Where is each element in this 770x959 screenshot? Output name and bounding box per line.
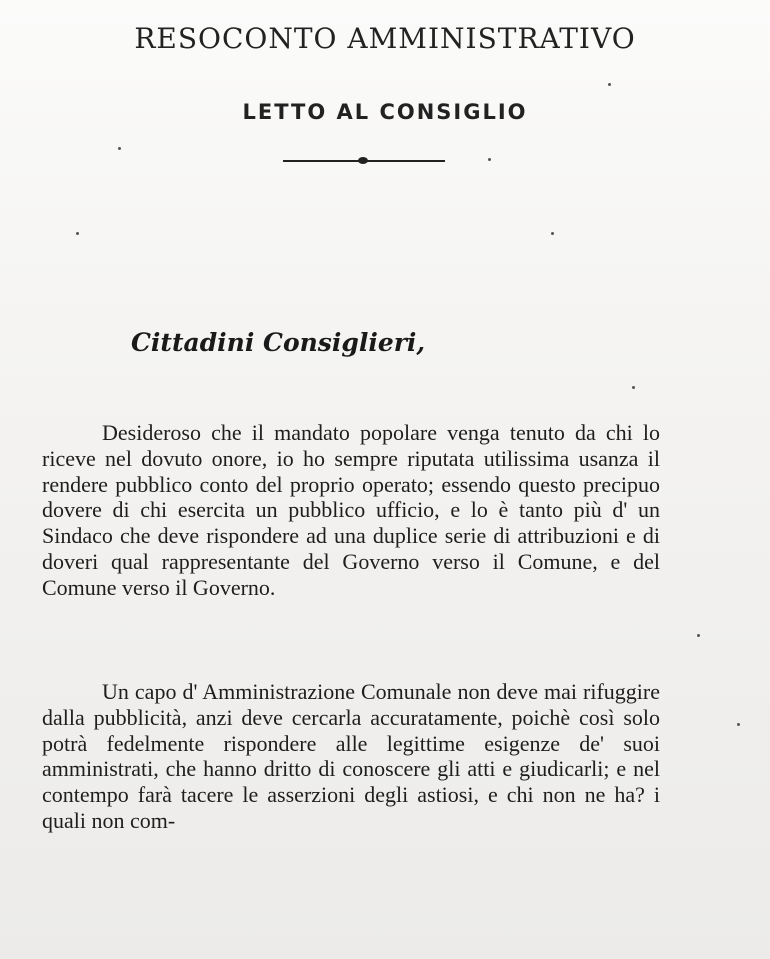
- paragraph-2: [42, 679, 660, 834]
- print-speck: [551, 232, 554, 235]
- print-speck: [608, 83, 611, 86]
- print-speck: [737, 723, 740, 726]
- print-speck: [118, 147, 121, 150]
- document-title: RESOCONTO AMMINISTRATIVO: [134, 22, 636, 55]
- salutation: Cittadini Consiglieri,: [131, 328, 426, 357]
- print-speck: [488, 158, 491, 161]
- print-speck: [697, 634, 700, 637]
- document-subtitle: LETTO AL CONSIGLIO: [242, 100, 528, 124]
- paragraph-2-text: Un capo d' Amministrazione Comunale non deve mai rifuggire dalla pubblicità, anzi deve cercarla accuratamente, poichè così solo potrà fedelmente rispondere alle legittime esigenze de' suoi amministrati, che hanno dritto di conoscere gli atti e giudicarli; e nel contempo farà tacere le asserzioni degli astiosi, e chi non ne ha? i quali non com-: [42, 679, 660, 833]
- paragraph-1-text: Desideroso che il mandato popolare venga tenuto da chi lo riceve nel dovuto onore, io ho sempre riputata utilissima usanza il rendere pubblico conto del proprio operato; essendo questo precipuo dovere di chi esercita un pubblico ufficio, e lo è tanto più d' un Sindaco che deve rispondere ad una duplice serie di attribuzioni e di doveri qual rappresentante del Governo verso il Comune, e del Comune verso il Governo.: [42, 420, 660, 600]
- print-speck: [76, 232, 79, 235]
- paragraph-1: [42, 420, 660, 601]
- ornamental-rule-dot: [358, 157, 368, 164]
- print-speck: [632, 386, 635, 389]
